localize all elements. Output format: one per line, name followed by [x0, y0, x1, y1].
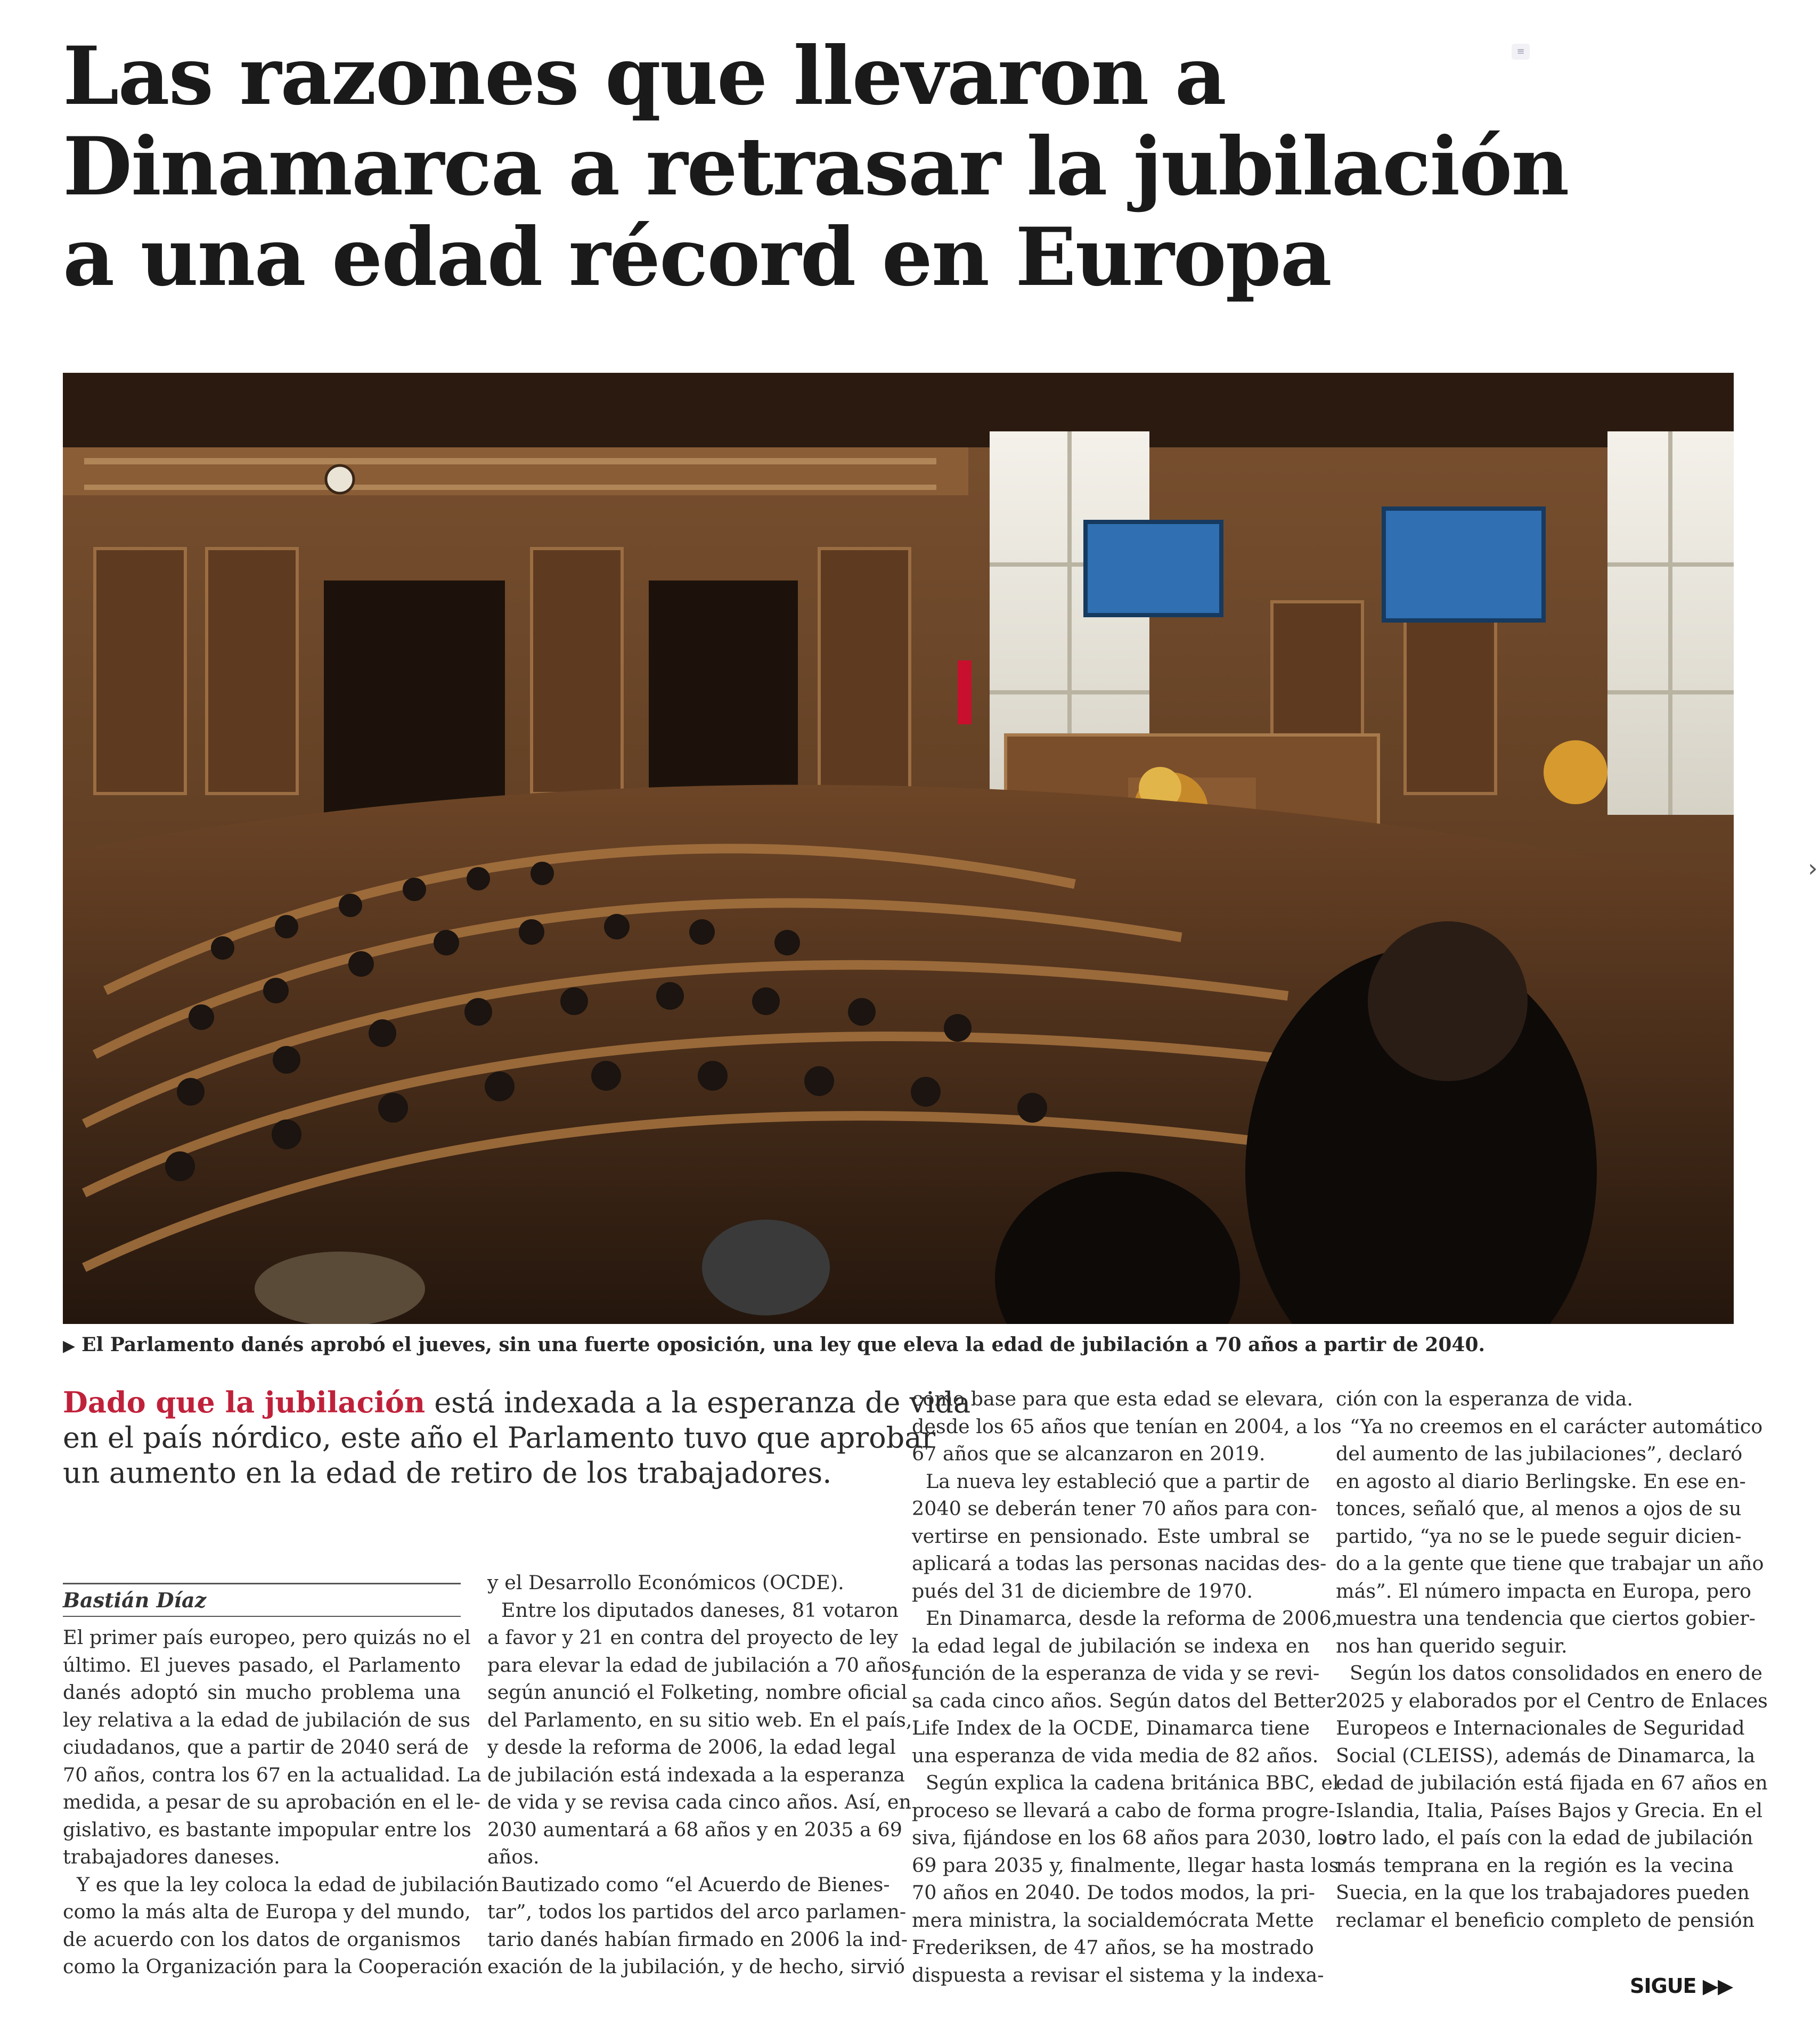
- col2-line: 2030 aumentará a 68 años y en 2035 a 69: [487, 1818, 902, 1841]
- col3-line: mera ministra, la socialdemócrata Mette: [912, 1908, 1314, 1932]
- lead-line-1: [63, 1385, 971, 1420]
- body-column-4: [1336, 1385, 1768, 1934]
- note-icon[interactable]: ≡: [1512, 44, 1530, 60]
- col4-line: otro lado, el país con la edad de jubilación: [1336, 1826, 1753, 1849]
- col2-line: de vida y se revisa cada cinco años. Así, en: [487, 1790, 912, 1813]
- col3-line: En Dinamarca, desde la reforma de 2006,: [926, 1607, 1338, 1630]
- col1-line: medida, a pesar de su aprobación en el le-: [63, 1790, 480, 1813]
- col4-line: muestra una tendencia que ciertos gobier-: [1336, 1607, 1756, 1630]
- col4-line: Social (CLEISS), además de Dinamarca, la: [1336, 1744, 1756, 1767]
- col4-line: nos han querido seguir.: [1336, 1634, 1568, 1657]
- col4-line: en agosto al diario Berlingske. En ese en-: [1336, 1469, 1746, 1493]
- col2-line: años.: [487, 1845, 540, 1868]
- col1-line: Y es que la ley coloca la edad de jubilación: [77, 1873, 499, 1896]
- col4-line: Islandia, Italia, Países Bajos y Grecia. En el: [1336, 1798, 1763, 1822]
- col4-line: 2025 y elaborados por el Centro de Enlaces: [1336, 1689, 1768, 1712]
- col4-line: edad de jubilación está fijada en 67 años en: [1336, 1771, 1768, 1794]
- headline: [63, 29, 1569, 304]
- col2-line: y el Desarrollo Económicos (OCDE).: [487, 1571, 844, 1594]
- col4-line: más temprana en la región es la vecina: [1336, 1853, 1734, 1877]
- col3-line: 70 años en 2040. De todos modos, la pri-: [912, 1881, 1315, 1904]
- col1-line: ciudadanos, que a partir de 2040 será de: [63, 1736, 469, 1759]
- caption-text: El Parlamento danés aprobó el jueves, sin una fuerte oposición, una ley que eleva la edad de jubilación a 70 años a partir de 2040.: [81, 1334, 1486, 1356]
- body-column-3: [912, 1385, 1346, 1989]
- col3-line: la edad legal de jubilación se indexa en: [912, 1634, 1310, 1657]
- parliament-photo: [63, 373, 1734, 1324]
- col1-line: El primer país europeo, pero quizás no el: [63, 1626, 471, 1649]
- col3-line: Frederiksen, de 47 años, se ha mostrado: [912, 1936, 1314, 1959]
- col1-line: ley relativa a la edad de jubilación de sus: [63, 1708, 471, 1731]
- col2-line: Bautizado como “el Acuerdo de Bienes-: [501, 1873, 890, 1896]
- col1-line: último. El jueves pasado, el Parlamento: [63, 1653, 461, 1677]
- col1-line: danés adoptó sin mucho problema una: [63, 1681, 461, 1704]
- col4-line: ción con la esperanza de vida.: [1336, 1387, 1633, 1410]
- lead-highlight: Dado que la jubilación: [63, 1385, 426, 1419]
- photo-caption: [63, 1332, 1741, 1359]
- col3-line: proceso se llevará a cabo de forma progre-: [912, 1798, 1335, 1822]
- col3-line: función de la esperanza de vida y se revi-: [912, 1662, 1320, 1685]
- lead-line-1-rest: está indexada a la esperanza de vida: [425, 1386, 971, 1419]
- lead-line-2: en el país nórdico, este año el Parlamento tuvo que aprobar: [63, 1421, 936, 1454]
- col3-line: aplicará a todas las personas nacidas des-: [912, 1552, 1327, 1575]
- byline-rule-top: [63, 1583, 461, 1584]
- byline: Bastián Díaz: [63, 1588, 207, 1612]
- chevron-right-icon[interactable]: ›: [1808, 854, 1818, 882]
- body-column-1: [63, 1624, 499, 1981]
- col3-line: pués del 31 de diciembre de 1970.: [912, 1579, 1253, 1603]
- col3-line: 67 años que se alcanzaron en 2019.: [912, 1442, 1266, 1465]
- col2-line: exación de la jubilación, y de hecho, sirvió: [487, 1955, 905, 1978]
- col2-line: para elevar la edad de jubilación a 70 años,: [487, 1653, 918, 1677]
- col3-line: La nueva ley estableció que a partir de: [926, 1469, 1310, 1493]
- col3-line: una esperanza de vida media de 82 años.: [912, 1744, 1319, 1767]
- col1-line: como la Organización para la Cooperación: [63, 1955, 483, 1978]
- col3-line: vertirse en pensionado. Este umbral se: [912, 1524, 1310, 1548]
- col1-line: como la más alta de Europa y del mundo,: [63, 1900, 471, 1923]
- col4-line: “Ya no creemos en el carácter automático: [1350, 1415, 1763, 1438]
- col2-line: Entre los diputados daneses, 81 votaron: [501, 1598, 899, 1622]
- col4-line: Según los datos consolidados en enero de: [1350, 1662, 1762, 1685]
- col2-line: tar”, todos los partidos del arco parlamen-: [487, 1900, 907, 1923]
- col1-line: trabajadores daneses.: [63, 1845, 280, 1868]
- headline-line-1: Las razones que llevaron a: [63, 29, 1226, 123]
- col2-line: de jubilación está indexada a la esperanza: [487, 1763, 905, 1786]
- col3-line: como base para que esta edad se elevara,: [912, 1387, 1324, 1410]
- col4-line: Suecia, en la que los trabajadores pueden: [1336, 1881, 1750, 1904]
- col3-line: dispuesta a revisar el sistema y la indexa-: [912, 1963, 1324, 1986]
- headline-line-3: a una edad récord en Europa: [63, 210, 1331, 304]
- col1-line: de acuerdo con los datos de organismos: [63, 1927, 461, 1951]
- parliament-illustration: [63, 373, 1734, 1324]
- col2-line: tario danés habían firmado en 2006 la ind-: [487, 1927, 908, 1951]
- col2-line: y desde la reforma de 2006, la edad legal: [487, 1736, 896, 1759]
- col1-line: gislativo, es bastante impopular entre los: [63, 1818, 471, 1841]
- col4-line: do a la gente que tiene que trabajar un año: [1336, 1552, 1764, 1575]
- col2-line: a favor y 21 en contra del proyecto de ley: [487, 1626, 899, 1649]
- col4-line: partido, “ya no se le puede seguir dicien-: [1336, 1524, 1742, 1548]
- col3-line: desde los 65 años que tenían en 2004, a los: [912, 1415, 1342, 1438]
- col3-line: 2040 se deberán tener 70 años para con-: [912, 1497, 1317, 1520]
- headline-line-2: Dinamarca a retrasar la jubilación: [63, 120, 1569, 214]
- lead-paragraph: [63, 1385, 971, 1491]
- col4-line: reclamar el beneficio completo de pensión: [1336, 1908, 1755, 1932]
- col3-line: Según explica la cadena británica BBC, el: [926, 1771, 1339, 1794]
- col1-line: 70 años, contra los 67 en la actualidad. La: [63, 1763, 481, 1786]
- col3-line: 69 para 2035 y, finalmente, llegar hasta los: [912, 1853, 1339, 1877]
- body-column-2: [487, 1569, 918, 1981]
- byline-rule-bottom: [63, 1616, 461, 1617]
- col4-line: del aumento de las jubilaciones”, declaró: [1336, 1442, 1743, 1465]
- col4-line: Europeos e Internacionales de Seguridad: [1336, 1716, 1745, 1739]
- col3-line: sa cada cinco años. Según datos del Better: [912, 1689, 1336, 1712]
- col3-line: siva, fijándose en los 68 años para 2030, los: [912, 1826, 1346, 1849]
- col2-line: según anunció el Folketing, nombre oficial: [487, 1681, 908, 1704]
- lead-line-3: un aumento en la edad de retiro de los trabajadores.: [63, 1456, 832, 1490]
- continue-link[interactable]: SIGUE ▶▶: [1630, 1974, 1733, 1998]
- col2-line: del Parlamento, en su sitio web. En el país,: [487, 1708, 912, 1731]
- col4-line: más”. El número impacta en Europa, pero: [1336, 1579, 1752, 1603]
- col3-line: Life Index de la OCDE, Dinamarca tiene: [912, 1716, 1310, 1739]
- col4-line: tonces, señaló que, al menos a ojos de su: [1336, 1497, 1742, 1520]
- caption-marker-icon: ▶: [63, 1337, 76, 1355]
